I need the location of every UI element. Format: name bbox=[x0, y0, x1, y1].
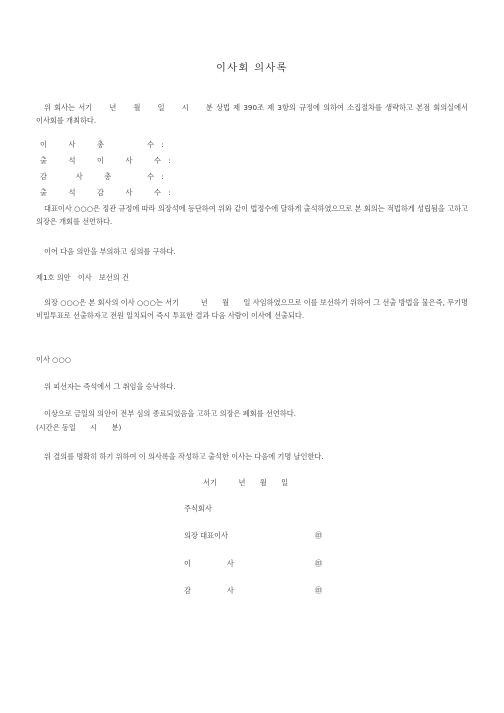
certification-statement: 위 결의를 명확히 하기 위하여 이 의사록을 작성하고 출석한 이사는 다음에 기명 날인한다. bbox=[44, 452, 324, 461]
signer-chairman-seal-icon: ㊞ bbox=[315, 531, 323, 540]
elected-director: 이사 ○○○ bbox=[36, 355, 71, 364]
agenda-body-paragraph: 의장 ○○○은 본 회사의 이사 ○○○는 서기 년 월 일 사임하였으므로 이를 보선하기 위하여 그 선출 방법을 물은즉, 무기명 비밀투표로 선출하자고 전원 일치되어 즉시 투표한 결과 다음 사람이 이사에 선출되다. bbox=[36, 298, 468, 320]
attendance-row-directors-total: 이 사 총 수 : bbox=[40, 140, 164, 149]
intro-paragraph: 위 회사는 서기 년 월 일 시 분 상법 제 390조 제 3항의 규정에 의하여 소집절차를 생략하고 본점 회의실에서 이사회를 개최하다. bbox=[36, 103, 468, 125]
agenda-item-heading: 제1호 의안 이사 보선의 건 bbox=[36, 273, 129, 282]
signer-chairman-role: 의장 대표이사 bbox=[184, 531, 228, 540]
chair-statement-paragraph: 대표이사 ○○○은 정관 규정에 따라 의장석에 등단하여 위와 같이 법정수에 달하게 출석하였으므로 본 회의는 적법하게 성립됨을 고하고 의장은 개회를 선언하다. bbox=[36, 204, 468, 226]
signer-auditor-seal-icon: ㊞ bbox=[315, 586, 323, 595]
attendance-row-auditors-present: 출 석 감 사 수 : bbox=[40, 188, 171, 197]
signer-auditor-role: 감 사 bbox=[184, 586, 234, 595]
company-name-line: 주식회사 bbox=[184, 504, 212, 513]
document-title: 이사회 의사록 bbox=[216, 63, 288, 74]
agenda-intro: 이어 다음 의안을 부의하고 심의를 구하다. bbox=[44, 247, 176, 256]
signature-date-line: 서기 년 월 일 bbox=[203, 478, 289, 487]
closing-statement: 이상으로 금일의 의안이 전부 심의 종료되었음을 고하고 의장은 폐회를 선언하다. bbox=[44, 409, 296, 418]
attendance-row-auditors-total: 감 사 총 수 : bbox=[40, 172, 164, 181]
acceptance-statement: 위 피선자는 즉석에서 그 취임을 승낙하다. bbox=[44, 382, 176, 391]
closing-time: (시간은 동일 시 분) bbox=[36, 423, 122, 432]
attendance-row-directors-present: 출 석 이 사 수 : bbox=[40, 156, 171, 165]
signer-director-seal-icon: ㊞ bbox=[315, 559, 323, 568]
signer-director-role: 이 사 bbox=[184, 559, 234, 568]
